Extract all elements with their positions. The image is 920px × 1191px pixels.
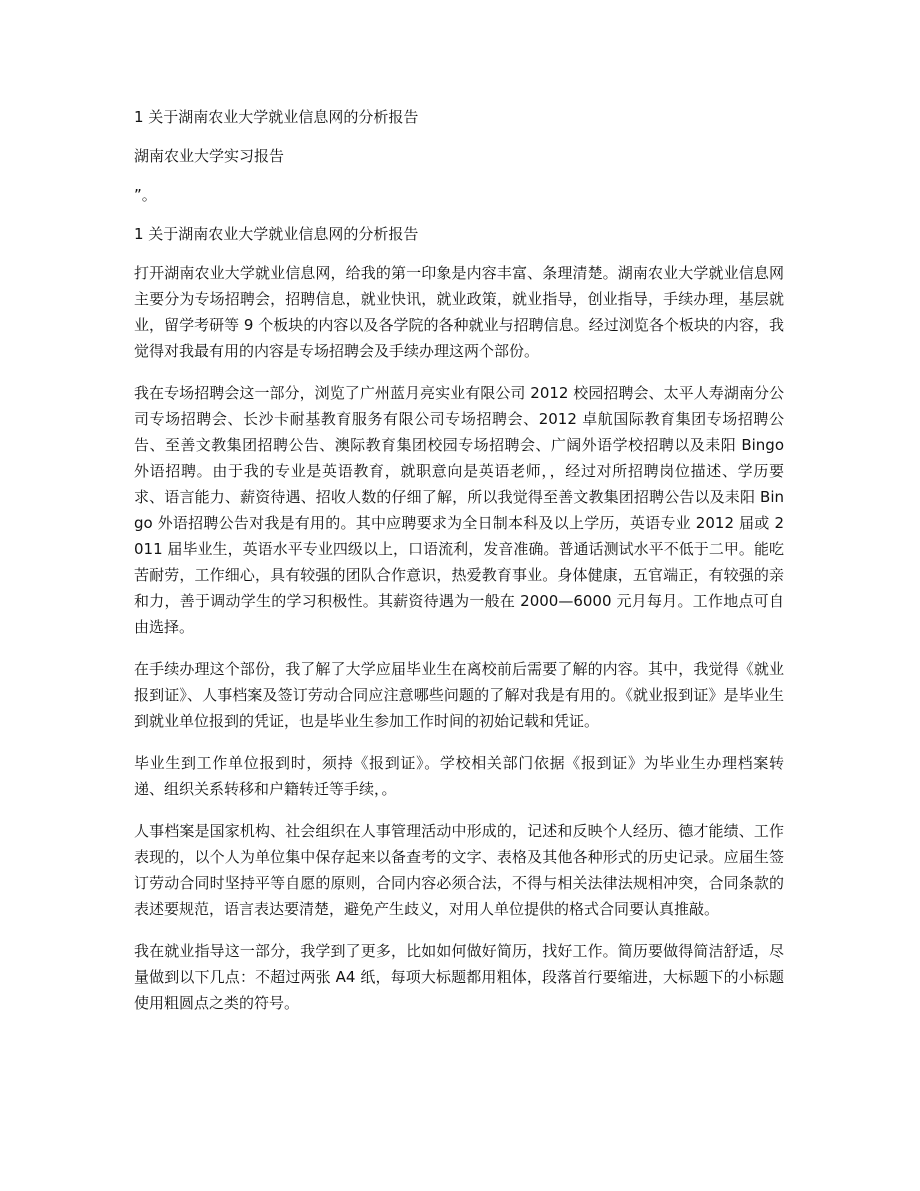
paragraph-personnel-files: 人事档案是国家机构、社会组织在人事管理活动中形成的，记述和反映个人经历、德才能绩、工作表现的，以个人为单位集中保存起来以备查考的文字、表格及其他各种形式的历史记录。应届生签订劳动合同时坚持平等自愿的原则，合同内容必须合法，不得与相关法律法规相冲突，合同条款的表述要规范，语言表达要清楚，避免产生歧义，对用人单位提供的格式合同要认真推敲。 <box>134 822 784 918</box>
paragraph-procedures: 在手续办理这个部份，我了解了大学应届毕业生在离校前后需要了解的内容。其中，我觉得《就业报到证》、人事档案及签订劳动合同应注意哪些问题的了解对我是有用的。《就业报到证》是毕业生到就业单位报到的凭证，也是毕业生参加工作时间的初始记载和凭证。 <box>134 660 784 730</box>
heading-analysis-report: 1 关于湖南农业大学就业信息网的分析报告 <box>134 108 419 126</box>
document-page <box>134 100 784 1016</box>
paragraph-report-certificate: 毕业生到工作单位报到时，须持《报到证》。学校相关部门依据《报到证》为毕业生办理档案转递、组织关系转移和户籍转迁等手续，。 <box>134 754 784 798</box>
paragraph-job-fairs: 我在专场招聘会这一部分，浏览了广州蓝月亮实业有限公司 2012 校园招聘会、太平人寿湖南分公司专场招聘会、长沙卡耐基教育服务有限公司专场招聘会、2012 卓航国际教育集团专场招聘公告、至善文教集团招聘公告、澳际教育集团校园专场招聘会、广阔外语学校招聘以及耒阳 Bingo 外语招聘。由于我的专业是英语教育，就职意向是英语老师，，经过对所招聘岗位描述、学历要求、语言能力、薪资待遇、招收人数的仔细了解，所以我觉得至善文教集团招聘公告以及耒阳 Bingo 外语招聘公告对我是有用的。其中应聘要求为全日制本科及以上学历，英语专业 2012 届或 2011 届毕业生，英语水平专业四级以上，口语流利，发音准确。普通话测试水平不低于二甲。能吃苦耐劳，工作细心，具有较强的团队合作意识，热爱教育事业。身体健康，五官端正，有较强的亲和力，善于调动学生的学习积极性。其薪资待遇为一般在 2000—6000 元月每月。工作地点可自由选择。 <box>134 384 784 636</box>
paragraph-career-guidance: 我在就业指导这一部分，我学到了更多，比如如何做好简历，找好工作。简历要做得简洁舒适，尽量做到以下几点：不超过两张 A4 纸，每项大标题都用粗体，段落首行要缩进，大标题下的小标题使用粗圆点之类的符号。 <box>134 942 784 1012</box>
heading-analysis-report-repeat: 1 关于湖南农业大学就业信息网的分析报告 <box>134 225 419 243</box>
paragraph-website-overview: 打开湖南农业大学就业信息网，给我的第一印象是内容丰富、条理清楚。湖南农业大学就业信息网主要分为专场招聘会，招聘信息，就业快讯，就业政策，就业指导，创业指导，手续办理，基层就业，留学考研等 9 个板块的内容以及各学院的各种就业与招聘信息。经过浏览各个板块的内容，我觉得对我最有用的内容是专场招聘会及手续办理这两个部份。 <box>134 264 784 360</box>
heading-internship-report: 湖南农业大学实习报告 <box>134 147 285 165</box>
quote-mark-line: ”。 <box>134 186 157 204</box>
